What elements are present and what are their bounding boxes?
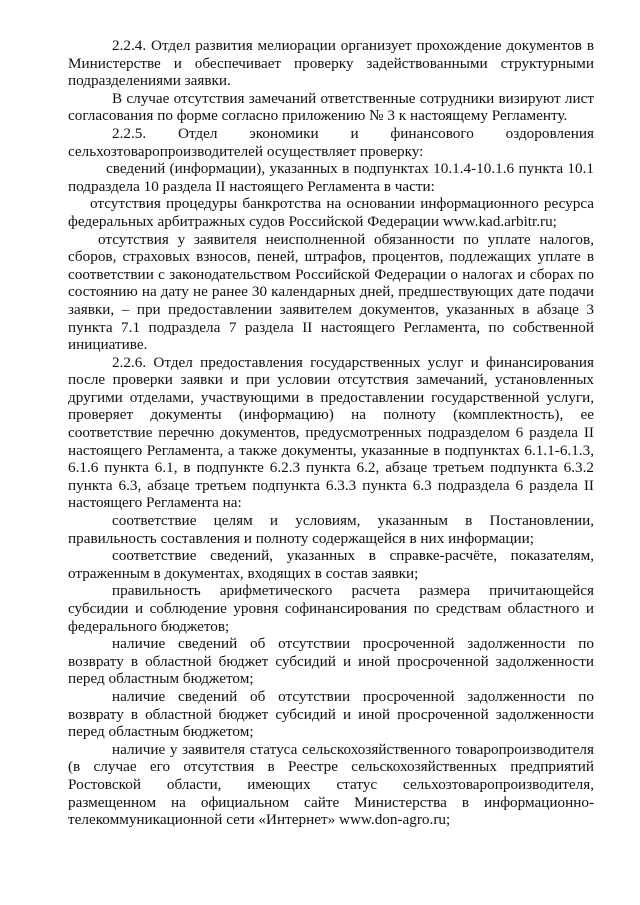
paragraph-2-2-5: 2.2.5. Отдел экономики и финансового оздоровления сельхозтоваропроизводителей осуществляет проверку: <box>68 124 594 160</box>
paragraph-information-check: сведений (информации), указанных в подпунктах 10.1.4-10.1.6 пункта 10.1 подраздела 10 раздела II настоящего Регламента в части: <box>68 160 594 195</box>
paragraph-2-2-4: 2.2.4. Отдел развития мелиорации организует прохождение документов в Министерстве и обеспечивает проверку задействованными структурными подразделениями заявки. <box>68 37 594 90</box>
paragraph-overdue-debt-2: наличие сведений об отсутствии просроченной задолженности по возврату в областной бюджет субсидий и иной просроченной задолженности перед областным бюджетом; <box>68 687 594 741</box>
paragraph-producer-status: наличие у заявителя статуса сельскохозяйственного товаропроизводителя (в случае его отсутствия в Реестре сельскохозяйственных предприятий Ростовской области, имеющих статус сельхозтоваропроизводителя, размещенном на официальном сайте Министерства в информационно-телекоммуникационной сети «Интернет» www.don-agro.ru; <box>68 740 594 829</box>
paragraph-goals-conditions: соответствие целям и условиям, указанным в Постановлении, правильность составления и полноту содержащейся в них информации; <box>68 512 594 547</box>
regulation-text <box>68 37 594 829</box>
paragraph-2-2-6: 2.2.6. Отдел предоставления государственных услуг и финансирования после проверки заявки и при условии отсутствия замечаний, установленных другими отделами, участвующими в предоставлении государственной услуги, проверяет документы (информацию) на полноту (комплектность), ее соответствие перечню документов, предусмотренных подразделом 6 раздела II настоящего Регламента, а также документы, указанные в подпунктах 6.1.1-6.1.3, 6.1.6 пункта 6.1, в подпункте 6.2.3 пункта 6.2, абзаце третьем подпункта 6.3.2 пункта 6.3, абзаце третьем подпункта 6.3.3 пункта 6.3 подраздела 6 раздела II настоящего Регламента на: <box>68 353 594 512</box>
paragraph-calculation-data: соответствие сведений, указанных в справке-расчёте, показателям, отраженным в документах, входящих в состав заявки; <box>68 547 594 582</box>
paragraph-approval-sheet: В случае отсутствия замечаний ответственные сотрудники визируют лист согласования по форме согласно приложению № 3 к настоящему Регламенту. <box>68 89 594 125</box>
paragraph-overdue-debt-1: наличие сведений об отсутствии просроченной задолженности по возврату в областной бюджет субсидий и иной просроченной задолженности перед областным бюджетом; <box>68 635 594 688</box>
paragraph-arithmetic-check: правильность арифметического расчета размера причитающейся субсидии и соблюдение уровня софинансирования по средствам областного и федерального бюджетов; <box>68 582 594 635</box>
paragraph-tax-debt: отсутствия у заявителя неисполненной обязанности по уплате налогов, сборов, страховых взносов, пеней, штрафов, процентов, подлежащих уплате в соответствии с законодательством Российской Федерации о налогах и сборах по состоянию на дату не ранее 30 календарных дней, предшествующих дате подачи заявки, – при предоставлении заявителем документов, указанных в абзаце 3 пункта 7.1 подраздела 7 раздела II настоящего Регламента, по собственной инициативе. <box>68 230 594 354</box>
paragraph-bankruptcy: отсутствия процедуры банкротства на основании информационного ресурса федеральных арбитражных судов Российской Федерации www.kad.arbitr.ru; <box>68 195 594 230</box>
